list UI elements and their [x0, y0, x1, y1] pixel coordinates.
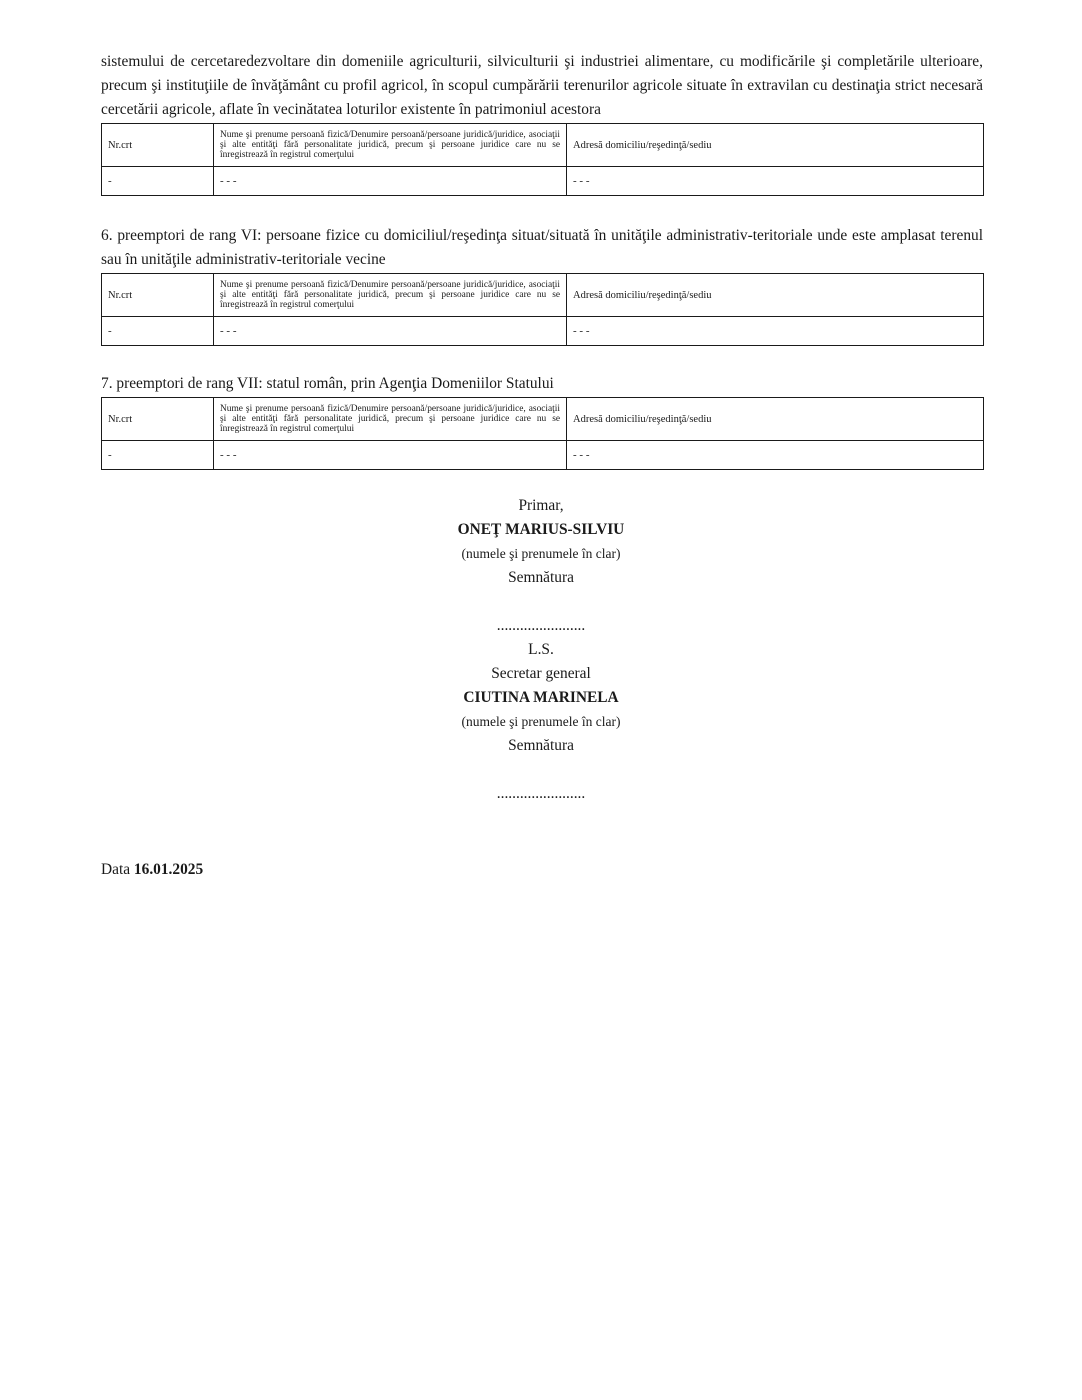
date-label: Data [101, 861, 131, 878]
header-name: Nume şi prenume persoană fizică/Denumire persoană/persoane juridică/juridice, asociaţii şi alte entităţi fără personalitate juridică, precum şi persoane juridice care nu se înregistrează în registrul comerţului [214, 398, 567, 441]
header-name: Nume şi prenume persoană fizică/Denumire persoană/persoane juridică/juridice, asociaţii şi alte entităţi fără personalitate juridică, precum şi persoane juridice care nu se înregistrează în registrul comerţului [214, 124, 567, 167]
owners-table-rank-vi [101, 273, 984, 346]
cell-nr-crt: - [102, 317, 214, 346]
owners-table-rank-vii [101, 397, 984, 470]
cell-nr-crt: - [102, 441, 214, 470]
header-address: Adresă domiciliu/reşedinţă/sediu [567, 274, 984, 317]
secretary-signature-line: ....................... [496, 785, 586, 802]
date-line [101, 858, 203, 882]
intro-paragraph: sistemului de cercetaredezvoltare din domeniile agriculturii, silviculturii şi industriei alimentare, cu modificările şi completările ulterioare, precum şi instituţiile de învăţământ cu profil agricol, în scopul cumpărării terenurilor agricole situate în extravilan cu destinaţia strict necesară cercetării agricole, aflate în vecinătatea loturilor existente în patrimoniul acestora [101, 53, 983, 118]
cell-nr-crt: - [102, 167, 214, 196]
section-6-text: 6. preemptori de rang VI: persoane fizice cu domiciliul/reşedinţa situat/situată în unităţile administrativ-teritoriale unde este amplasat terenul sau în unităţile administrativ-teritoriale vecine [101, 227, 983, 268]
mayor-signature-line: ....................... [496, 617, 586, 634]
cell-address: - - - [567, 317, 984, 346]
mayor-name: ONEŢ MARIUS-SILVIU [457, 521, 625, 538]
mayor-name-hint: (numele şi prenumele în clar) [461, 546, 621, 561]
secretary-signature-label: Semnătura [508, 737, 574, 754]
secretary-name: CIUTINA MARINELA [463, 689, 619, 706]
owners-table-rank-v [101, 123, 984, 196]
header-address: Adresă domiciliu/reşedinţă/sediu [567, 398, 984, 441]
header-nr-crt: Nr.crt [102, 398, 214, 441]
secretary-title: Secretar general [491, 665, 591, 682]
header-name: Nume şi prenume persoană fizică/Denumire persoană/persoane juridică/juridice, asociaţii şi alte entităţi fără personalitate juridică, precum şi persoane juridice care nu se înregistrează în registrul comerţului [214, 274, 567, 317]
table-header-row [102, 398, 984, 441]
cell-address: - - - [567, 441, 984, 470]
header-address: Adresă domiciliu/reşedinţă/sediu [567, 124, 984, 167]
section-7-text: 7. preemptori de rang VII: statul român, prin Agenţia Domeniilor Statului [101, 375, 554, 392]
table-header-row [102, 274, 984, 317]
table-row [102, 441, 984, 470]
date-value: 16.01.2025 [133, 861, 204, 878]
cell-name: - - - [214, 441, 567, 470]
secretary-name-hint: (numele şi prenumele în clar) [461, 714, 621, 729]
cell-name: - - - [214, 167, 567, 196]
document-page [101, 50, 983, 470]
seal-label: L.S. [528, 641, 554, 658]
header-nr-crt: Nr.crt [102, 124, 214, 167]
header-nr-crt: Nr.crt [102, 274, 214, 317]
table-row [102, 167, 984, 196]
table-row [102, 317, 984, 346]
cell-address: - - - [567, 167, 984, 196]
mayor-signature-label: Semnătura [508, 569, 574, 586]
table-header-row [102, 124, 984, 167]
cell-name: - - - [214, 317, 567, 346]
signature-block [0, 494, 1082, 806]
mayor-title: Primar, [518, 497, 564, 514]
